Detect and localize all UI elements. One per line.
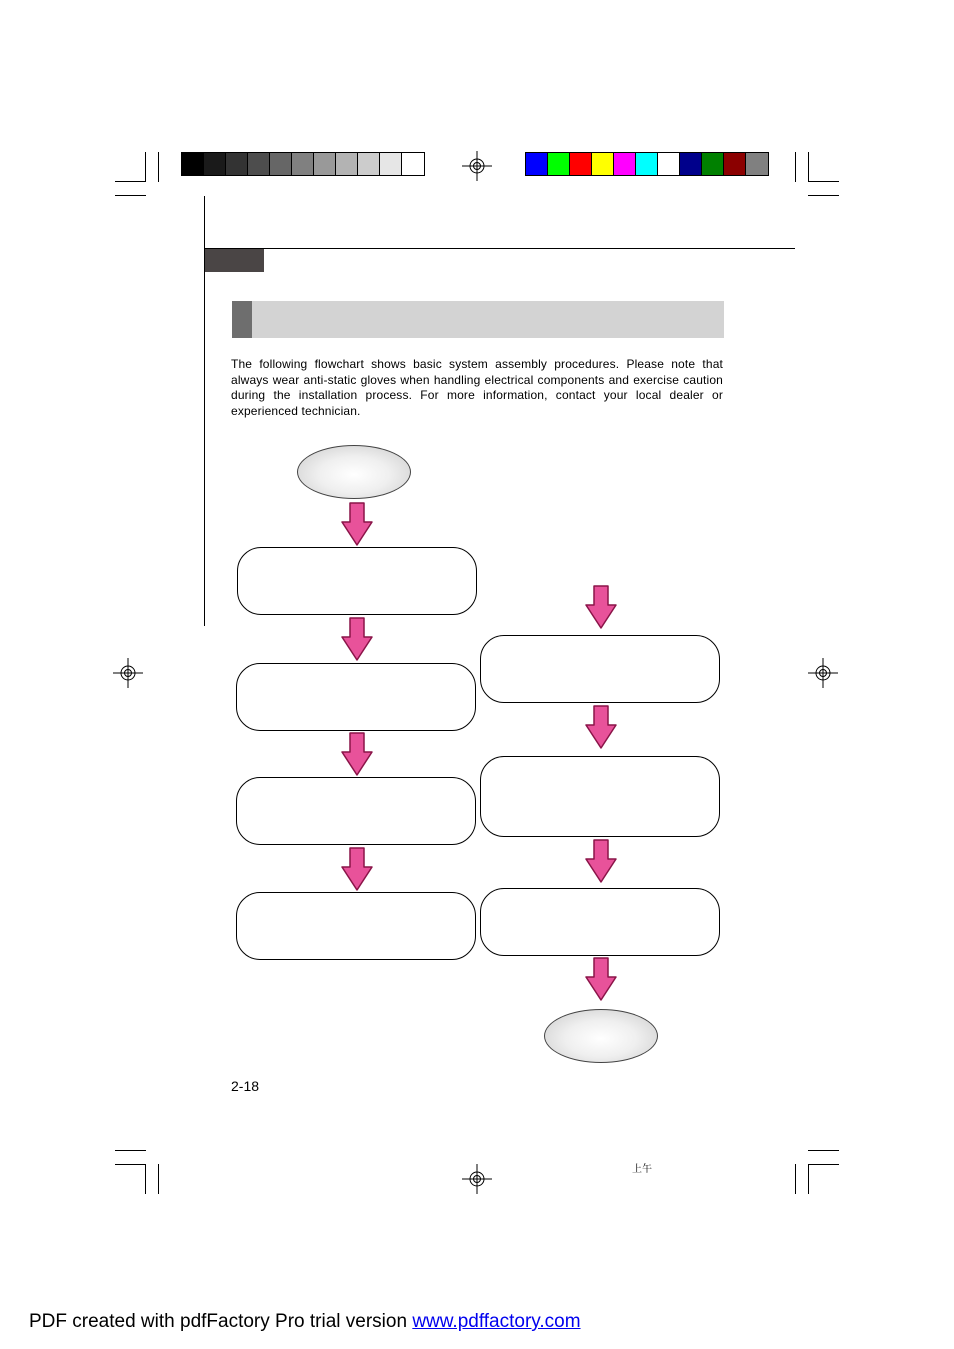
down-arrow-icon — [341, 732, 373, 776]
color-swatch — [746, 153, 768, 175]
gray-swatch — [380, 153, 402, 175]
down-arrow-icon — [341, 502, 373, 546]
flowchart-step-box — [480, 756, 720, 837]
down-arrow-icon — [341, 617, 373, 661]
flowchart-end-oval — [544, 1009, 658, 1063]
gray-swatch — [292, 153, 314, 175]
crop-mark — [115, 1164, 146, 1165]
section-heading-tab — [232, 301, 252, 338]
footer-text: PDF created with pdfFactory Pro trial version — [29, 1311, 413, 1332]
color-swatch — [636, 153, 658, 175]
crop-mark — [115, 195, 146, 196]
crop-mark — [158, 1164, 159, 1194]
grayscale-calibration-strip — [181, 152, 425, 176]
flowchart-step-box — [236, 777, 476, 845]
crop-mark — [795, 1164, 796, 1194]
down-arrow-icon — [585, 705, 617, 749]
color-swatch — [614, 153, 636, 175]
color-swatch — [724, 153, 746, 175]
crop-mark — [808, 1164, 809, 1194]
color-swatch — [570, 153, 592, 175]
crop-mark — [145, 1164, 146, 1194]
crop-mark — [795, 152, 796, 182]
color-swatch — [658, 153, 680, 175]
flowchart-start-oval — [297, 445, 411, 499]
page-number: 2-18 — [231, 1078, 260, 1094]
flowchart-step-box — [237, 547, 477, 615]
print-mark: 上午 — [632, 1164, 652, 1175]
gray-swatch — [270, 153, 292, 175]
crop-mark — [808, 1164, 839, 1165]
down-arrow-icon — [585, 957, 617, 1001]
down-arrow-icon — [585, 839, 617, 883]
crop-mark — [158, 152, 159, 182]
color-swatch — [680, 153, 702, 175]
color-swatch — [526, 153, 548, 175]
footer-link[interactable]: www.pdffactory.com — [412, 1311, 581, 1332]
color-swatch — [592, 153, 614, 175]
crop-mark — [145, 152, 146, 182]
flowchart-step-box — [480, 888, 720, 956]
gray-swatch — [204, 153, 226, 175]
color-swatch — [702, 153, 724, 175]
gray-swatch — [226, 153, 248, 175]
intro-paragraph: The following flowchart shows basic system assembly procedures. Please note that always wear anti-static gloves when handling electrical components and exercise caution during the installation process. For more information, contact your local dealer or experienced technician. — [231, 357, 723, 418]
gray-swatch — [402, 153, 424, 175]
header-rule — [204, 248, 795, 249]
flowchart-step-box — [480, 635, 720, 703]
flowchart-step-box — [236, 892, 476, 960]
section-heading-bar — [232, 301, 724, 338]
crop-mark — [115, 181, 146, 182]
pdf-footer — [29, 1311, 581, 1333]
registration-mark-icon — [113, 658, 143, 688]
crop-mark — [115, 1150, 146, 1151]
registration-mark-icon — [462, 1164, 492, 1194]
gray-swatch — [358, 153, 380, 175]
crop-mark — [808, 152, 809, 182]
down-arrow-icon — [341, 847, 373, 891]
gray-swatch — [248, 153, 270, 175]
registration-mark-icon — [808, 658, 838, 688]
gray-swatch — [314, 153, 336, 175]
registration-mark-icon — [462, 151, 492, 181]
chapter-tab — [205, 249, 264, 272]
down-arrow-icon — [585, 585, 617, 629]
crop-mark — [808, 195, 839, 196]
crop-mark — [808, 181, 839, 182]
gray-swatch — [182, 153, 204, 175]
crop-mark — [808, 1150, 839, 1151]
color-swatch — [548, 153, 570, 175]
color-calibration-strip — [525, 152, 769, 176]
flowchart-step-box — [236, 663, 476, 731]
gray-swatch — [336, 153, 358, 175]
